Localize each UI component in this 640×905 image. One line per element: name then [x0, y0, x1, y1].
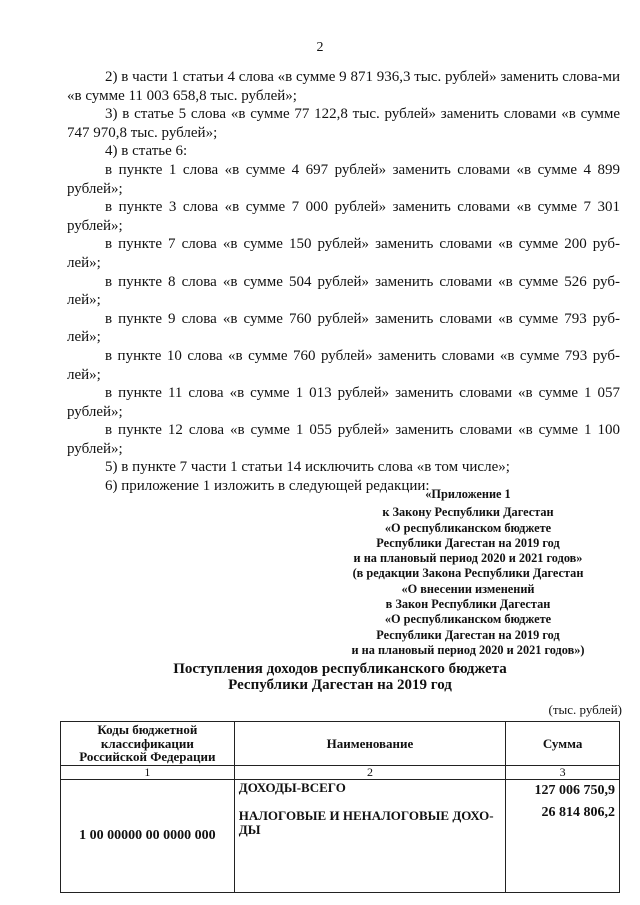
appendix-line: и на плановый период 2020 и 2021 годов») — [351, 642, 585, 657]
table-header-row — [61, 722, 620, 766]
amendment-paragraph: 3) в статье 5 слова «в сумме 77 122,8 тыс. рублей» заменить словами «в сумме 747 970,8 тыс. рублей»; — [67, 106, 620, 141]
body-text — [67, 68, 620, 496]
appendix-line: и на плановый период 2020 и 2021 годов» — [353, 551, 583, 566]
appendix-line: Республики Дагестан на 2019 год — [376, 535, 560, 550]
appendix-line: Республики Дагестан на 2019 год — [376, 627, 560, 642]
column-number: 3 — [506, 765, 620, 779]
header-codes-line: Коды бюджетной — [97, 722, 198, 737]
table-title-line: Поступления доходов республиканского бюджета — [173, 661, 507, 677]
header-sum: Сумма — [506, 722, 620, 766]
sum-tax: 26 814 806,2 — [541, 804, 615, 820]
appendix-title: «Приложение 1 — [425, 487, 511, 501]
appendix-line: «О республиканском бюджете — [384, 520, 552, 535]
amendment-paragraph: 4) в статье 6: — [105, 143, 188, 160]
table-row — [61, 779, 620, 892]
amendment-paragraph: в пункте 9 слова «в сумме 760 рублей» заменить словами «в сумме 793 руб-лей»; — [67, 310, 620, 346]
revenue-name-tax-cont: ДЫ — [238, 821, 261, 837]
units-label: (тыс. рублей) — [548, 702, 622, 717]
revenue-name-tax: НАЛОГОВЫЕ И НЕНАЛОГОВЫЕ ДОХО- — [238, 807, 494, 823]
page-number: 2 — [316, 40, 324, 55]
revenue-name — [234, 779, 505, 892]
header-codes-line: классификации — [100, 735, 194, 751]
appendix-line: «О республиканском бюджете — [384, 612, 552, 627]
header-codes — [61, 722, 235, 766]
revenue-sum — [506, 779, 620, 892]
amendment-paragraph: в пункте 12 слова «в сумме 1 055 рублей» заменить словами «в сумме 1 100 рублей»; — [67, 422, 620, 457]
column-number: 1 — [61, 765, 235, 779]
appendix-line: к Закону Республики Дагестан — [382, 505, 554, 520]
amendment-paragraph: в пункте 11 слова «в сумме 1 013 рублей» заменить словами «в сумме 1 057 рублей»; — [67, 385, 620, 420]
amendment-paragraph: в пункте 8 слова «в сумме 504 рублей» заменить словами «в сумме 526 руб-лей»; — [67, 273, 620, 309]
amendment-paragraph: в пункте 10 слова «в сумме 760 рублей» заменить словами «в сумме 793 руб-лей»; — [67, 347, 620, 383]
budget-code-value: 1 00 00000 00 0000 000 — [79, 827, 216, 843]
sum-total: 127 006 750,9 — [534, 782, 615, 798]
amendment-paragraph: 2) в части 1 статьи 4 слова «в сумме 9 871 936,3 тыс. рублей» заменить слова-ми «в сумме 11 003 658,8 тыс. рублей»; — [67, 69, 620, 104]
appendix-header — [330, 487, 606, 658]
budget-code — [61, 779, 235, 892]
table-title-line: Республики Дагестан на 2019 год — [228, 677, 452, 693]
amendment-paragraph: в пункте 7 слова «в сумме 150 рублей» заменить словами «в сумме 200 руб-лей»; — [67, 236, 620, 271]
header-name: Наименование — [234, 722, 505, 766]
table-title — [100, 661, 580, 693]
header-codes-line: Российской Федерации — [79, 749, 216, 764]
amendment-paragraph: в пункте 3 слова «в сумме 7 000 рублей» заменить словами «в сумме 7 301 рублей»; — [67, 199, 620, 234]
amendment-paragraph: в пункте 1 слова «в сумме 4 697 рублей» заменить словами «в сумме 4 899 рублей»; — [67, 161, 620, 197]
column-number-row — [61, 765, 620, 779]
amendment-paragraph: 6) приложение 1 изложить в следующей редакции: — [105, 478, 430, 495]
appendix-line: «О внесении изменений — [401, 581, 535, 596]
column-number: 2 — [234, 765, 505, 779]
revenue-table — [60, 721, 620, 893]
appendix-line: (в редакции Закона Республики Дагестан — [352, 566, 584, 581]
revenue-name-total: ДОХОДЫ-ВСЕГО — [238, 779, 346, 795]
appendix-line: в Закон Республики Дагестан — [385, 597, 551, 612]
amendment-paragraph: 5) в пункте 7 части 1 статьи 14 исключить слова «в том числе»; — [105, 459, 510, 476]
